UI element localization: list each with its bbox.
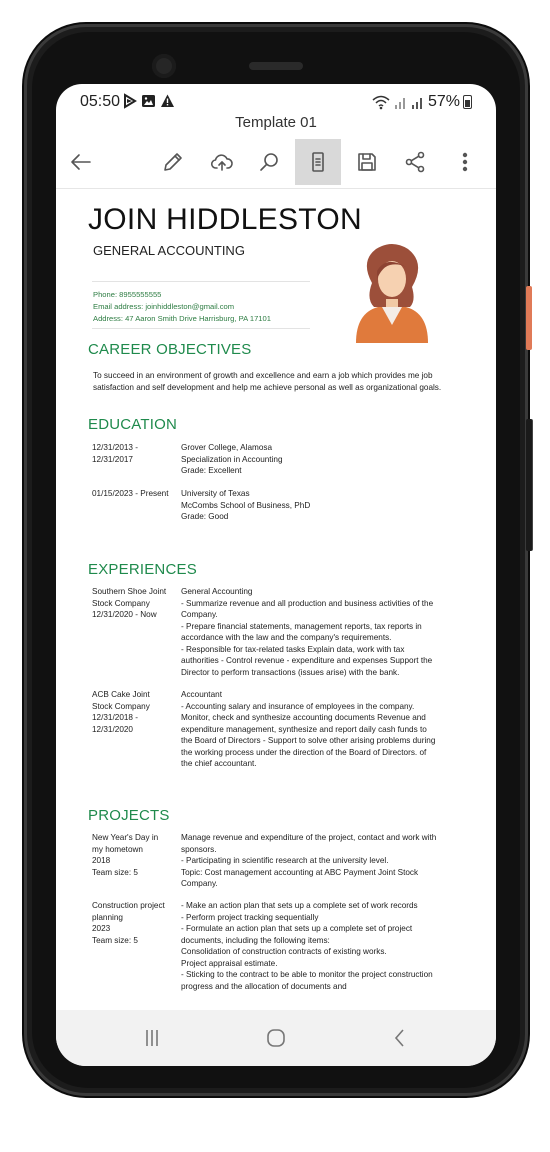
project-detail: - Make an action plan that sets up a complete set of work records - Perform project tracking sequentially - Formulate an action plan that sets up a complete set of project documents, including the following items: Consolidation of construction contracts of existing works. Project appraisal estimate. - Sticking to the contract to be able to monitor the project construction progress and the allocation of documents and [181, 901, 433, 991]
back-button[interactable] [58, 139, 104, 185]
view-mode-button[interactable] [295, 139, 341, 185]
save-button[interactable] [344, 139, 390, 185]
home-icon [265, 1027, 287, 1049]
section-heading-career: CAREER OBJECTIVES [88, 341, 252, 358]
screen [56, 84, 496, 1066]
career-objective-text: To succeed in an environment of growth and excellence and earn a job which provides me job satisfaction and self development and help me achieve personal as well as organizational goals. [93, 371, 442, 392]
divider [92, 328, 310, 329]
project-name: New Year's Day in my hometown 2018 Team size: 5 [92, 833, 159, 877]
contact-address: Address: 47 Aaron Smith Drive Harrisburg, PA 17101 [93, 314, 271, 323]
home-button[interactable] [246, 1020, 306, 1056]
section-heading-experiences: EXPERIENCES [88, 561, 197, 578]
document-view-icon [306, 150, 330, 174]
volume-button [526, 419, 532, 551]
search-button[interactable] [246, 139, 292, 185]
toolbar-divider [56, 188, 496, 189]
alert-icon [160, 93, 175, 109]
signal-icon [394, 94, 408, 110]
project-detail: Manage revenue and expenditure of the project, contact and work with sponsors. - Participating in scientific research at the university level. Topic: Cost management accounting at ABC Payment Joint Stock Company. [181, 833, 437, 888]
education-detail: University of Texas McCombs School of Business, PhD Grade: Good [181, 489, 311, 521]
contact-phone: Phone: 8955555555 [93, 290, 162, 299]
document-title: Template 01 [235, 114, 317, 131]
earpiece-speaker [249, 62, 303, 70]
experience-detail: Accountant - Accounting salary and insurance of employees in the company. Monitor, check and synthesize accounting documents Revenue and expenditure management, synthesize and report daily cash funds to the Board of Directors - Support to solve other arising problems during the working process under the direction of the Board of Directors. of the chief accountant. [181, 690, 436, 768]
divider [92, 281, 310, 282]
signal-icon-2 [411, 94, 425, 110]
battery-icon [463, 95, 472, 109]
toolbar [56, 139, 496, 185]
notification-icons [123, 93, 175, 109]
status-right [371, 93, 472, 111]
avatar [350, 241, 434, 343]
education-detail: Grover College, Alamosa Specialization in Accounting Grade: Excellent [181, 443, 283, 475]
section-heading-education: EDUCATION [88, 416, 178, 433]
cloud-upload-icon [210, 150, 234, 174]
side-button [526, 286, 532, 350]
experience-company: Southern Shoe Joint Stock Company 12/31/2020 - Now [92, 587, 167, 619]
recent-apps-button[interactable] [122, 1020, 182, 1056]
navigation-bar [56, 1010, 496, 1066]
edit-button[interactable] [150, 139, 196, 185]
status-time: 05:50 [80, 93, 121, 110]
more-button[interactable] [442, 139, 488, 185]
section-heading-projects: PROJECTS [88, 807, 170, 824]
resume-name: JOIN HIDDLESTON [88, 203, 362, 236]
search-icon [257, 150, 281, 174]
back-nav-button[interactable] [370, 1020, 430, 1056]
status-bar [56, 84, 496, 118]
share-icon [403, 150, 427, 174]
experience-detail: General Accounting - Summarize revenue and all production and business activities of the Company. - Prepare financial statements, management reports, tax reports in accordance with the law and the company's requirements. - Responsible for tax-related tasks Explain data, work with tax authorities - Control revenue - expenditure and expenses Support the Director to perform transactions (issues arise) with the bank. [181, 587, 434, 677]
more-vert-icon [453, 150, 477, 174]
back-icon [389, 1027, 411, 1049]
resume-document[interactable] [56, 190, 496, 1014]
contact-email: Email address: joinhiddleston@gmail.com [93, 302, 235, 311]
experience-company: ACB Cake Joint Stock Company 12/31/2018 - 12/31/2020 [92, 690, 150, 734]
recent-apps-icon [141, 1027, 163, 1049]
education-date: 12/31/2013 - 12/31/2017 [92, 443, 138, 464]
share-button[interactable] [392, 139, 438, 185]
wifi-icon [371, 94, 391, 110]
education-date: 01/15/2023 - Present [92, 489, 169, 498]
image-icon [141, 93, 156, 109]
battery-percent: 57% [427, 93, 460, 110]
resume-role: GENERAL ACCOUNTING [93, 243, 245, 258]
pencil-icon [161, 150, 185, 174]
save-icon [355, 150, 379, 174]
back-arrow-icon [69, 150, 93, 174]
play-icon [123, 93, 137, 109]
front-camera [152, 54, 176, 78]
project-name: Construction project planning 2023 Team size: 5 [92, 901, 165, 945]
upload-button[interactable] [199, 139, 245, 185]
